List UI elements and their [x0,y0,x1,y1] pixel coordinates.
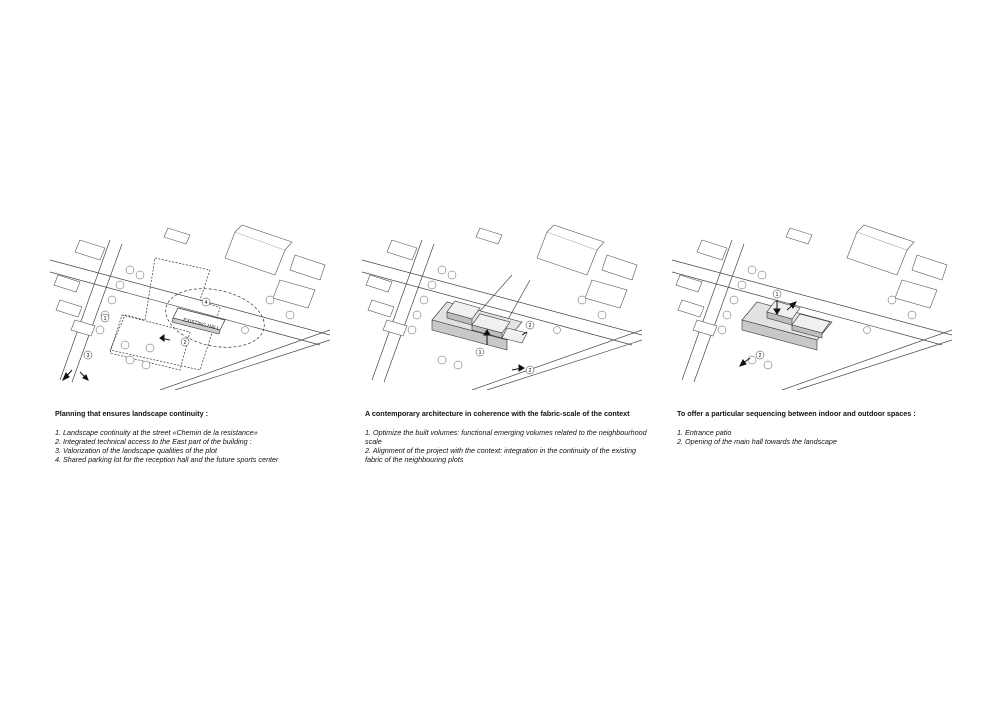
site-plan-2 [362,220,642,390]
diagram-panel-2 [362,0,662,707]
list-item: 1. Landscape continuity at the street «Chemin de la resistance» [55,428,258,437]
list-item: 1. Entrance patio [677,428,732,437]
project-volumes [432,301,527,350]
diagram-panel-1 [50,0,350,707]
marker-2: 2 [528,323,532,329]
list-item: 1. Optimize the built volumes: functional emerging volumes related to the neighbourhood scale [365,428,647,446]
existing-hall-label: EXISTING HALL [182,317,221,332]
diagram-panel-3 [672,0,972,707]
caption-title: Planning that ensures landscape continuity : [55,409,208,418]
list-item: 2. Integrated technical access to the East part of the building : [55,437,252,446]
site-plan-1 [50,220,330,390]
marker-3: 3 [86,353,90,359]
marker-4: 4 [204,300,208,306]
marker-1: 1 [478,350,482,356]
list-item: 4. Shared parking lot for the reception hall and the future sports center [55,455,279,464]
caption-list [365,428,655,464]
list-item: 3. Valorization of the landscape qualities of the plot [55,446,217,455]
site-plan-3 [672,220,952,390]
list-item: 2. Opening of the main hall towards the landscape [677,437,837,446]
marker-1: 1 [103,316,107,322]
marker-2b: 2 [528,368,532,374]
project-volumes [742,301,832,350]
list-item: 2. Alignment of the project with the context: integration in the continuity of the existing fabric of the neighbouring plots [365,446,637,464]
caption-list [677,428,967,446]
caption-3 [677,409,967,446]
caption-title: A contemporary architecture in coherence with the fabric-scale of the context [365,409,630,418]
marker-2: 2 [758,353,762,359]
marker-2: 2 [183,340,187,346]
marker-1: 1 [775,292,779,298]
caption-2 [365,409,655,464]
plot-boundary [110,258,220,370]
caption-list [55,428,345,464]
caption-title: To offer a particular sequencing between indoor and outdoor spaces : [677,409,916,418]
caption-1 [55,409,345,464]
